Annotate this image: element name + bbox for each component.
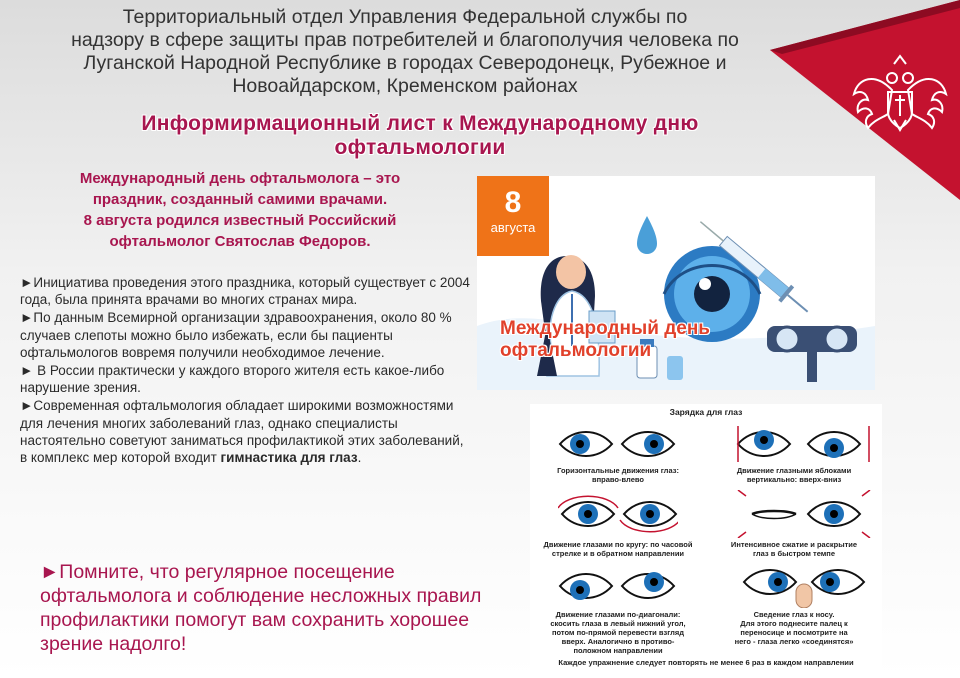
promo-title-line: офтальмологии <box>500 340 652 361</box>
intro-line: праздник, созданный самими врачами. <box>92 191 388 208</box>
title-line: Информирмационный лист к Международному дню <box>141 112 699 135</box>
fact-bold-text: гимнастика для глаз <box>220 450 358 466</box>
caption-line: вверх. Аналогично в противо- <box>561 637 675 646</box>
exercise-caption <box>706 610 882 646</box>
badge-month: августа <box>490 220 536 235</box>
fact-item: ► В России практически у каждого второго жителя есть какое-либо нарушение зрения. <box>20 363 445 396</box>
emblem-corner <box>770 0 960 200</box>
fact-item: ►По данным Всемирной организации здравоохранения, около 80 % случаев слепоты можно было избежать, если бы пациенты офтальмологов вовремя получили необходимое лечение. <box>20 310 452 360</box>
caption-line: положном направлении <box>573 646 663 655</box>
caption-line: него - глаза легко «соединятся» <box>734 637 854 646</box>
org-line: надзору в сфере защиты прав потребителей и благополучия человека по <box>71 29 739 51</box>
eye-icon <box>734 562 874 608</box>
intro-line: офтальмолог Святослав Федоров. <box>109 233 371 250</box>
drop-icon <box>637 216 657 254</box>
caption-line: Движение глазными яблоками <box>736 466 852 475</box>
exercise-caption <box>706 540 882 558</box>
finger-illustration <box>796 584 812 608</box>
caption-line: переносице и посмотрите на <box>740 628 848 637</box>
title-line: офтальмологии <box>334 136 506 159</box>
date-badge <box>477 176 549 256</box>
promo-title <box>500 318 760 362</box>
caption-line: Сведение глаз к носу. <box>753 610 835 619</box>
caption-line: вправо-влево <box>592 475 644 484</box>
caption-line: стрелке и в обратном направлении <box>551 549 685 558</box>
exercises-title: Зарядка для глаз <box>669 407 743 417</box>
exercise-caption <box>530 540 706 558</box>
exercise-caption <box>530 610 706 655</box>
fact-text: ►Современная офтальмология обладает широкими возможностями для лечения многих заболеваний глаз, однако специалисты настоятельно советуют заниматься профилактикой этих заболеваний, в комплекс мер которой входит <box>20 398 464 466</box>
facts-list <box>20 274 470 467</box>
org-line: Новоайдарском, Кременском районах <box>232 75 578 97</box>
eye-icon <box>734 490 874 538</box>
eye-exercises-panel <box>530 404 882 674</box>
page-title <box>60 112 780 160</box>
caption-line: Движение глазами по-диагонали: <box>555 610 681 619</box>
fact-end: . <box>357 450 362 466</box>
caption-line: Движение глазами по кругу: по часовой <box>543 540 693 549</box>
fact-item <box>20 397 470 466</box>
caption-line: скосить глаза в левый нижний угол, <box>550 619 686 628</box>
exercises-footer: Каждое упражнение следует повторять не менее 6 раз в каждом направлении <box>558 658 854 667</box>
closing-message: ►Помните, что регулярное посещение офтальмолога и соблюдение несложных правил профилактики помогут вам сохранить хорошее зрение надолго! <box>40 561 482 655</box>
caption-line: Для этого поднесите палец к <box>740 619 848 628</box>
caption-line: вертикально: вверх-вниз <box>746 475 842 484</box>
exercise-caption <box>530 466 706 484</box>
intro-line: Международный день офтальмолога – это <box>79 170 401 187</box>
org-line: Территориальный отдел Управления Федеральной службы по <box>122 6 688 28</box>
exercise-caption <box>706 466 882 484</box>
caption-line: Интенсивное сжатие и раскрытие <box>730 540 858 549</box>
eye-icon <box>558 492 678 536</box>
fact-item: ►Инициатива проведения этого праздника, который существует с 2004 года, была принята врачами во многих странах мира. <box>20 275 470 308</box>
org-line: Луганской Народной Республике в городах Северодонецк, Рубежное и <box>83 52 727 74</box>
eye-icon <box>734 424 874 464</box>
badge-number: 8 <box>504 186 522 219</box>
intro-text <box>20 168 460 252</box>
caption-line: Горизонтальные движения глаз: <box>557 466 679 475</box>
eye-icon <box>558 566 678 606</box>
promo-title-line: Международный день <box>500 318 710 339</box>
eye-icon <box>558 424 678 464</box>
caption-line: глаз в быстром темпе <box>752 549 836 558</box>
organization-header <box>10 6 800 98</box>
caption-line: потом по-прямой перевести взгляд <box>551 628 685 637</box>
intro-line: 8 августа родился известный Российский <box>83 212 397 229</box>
